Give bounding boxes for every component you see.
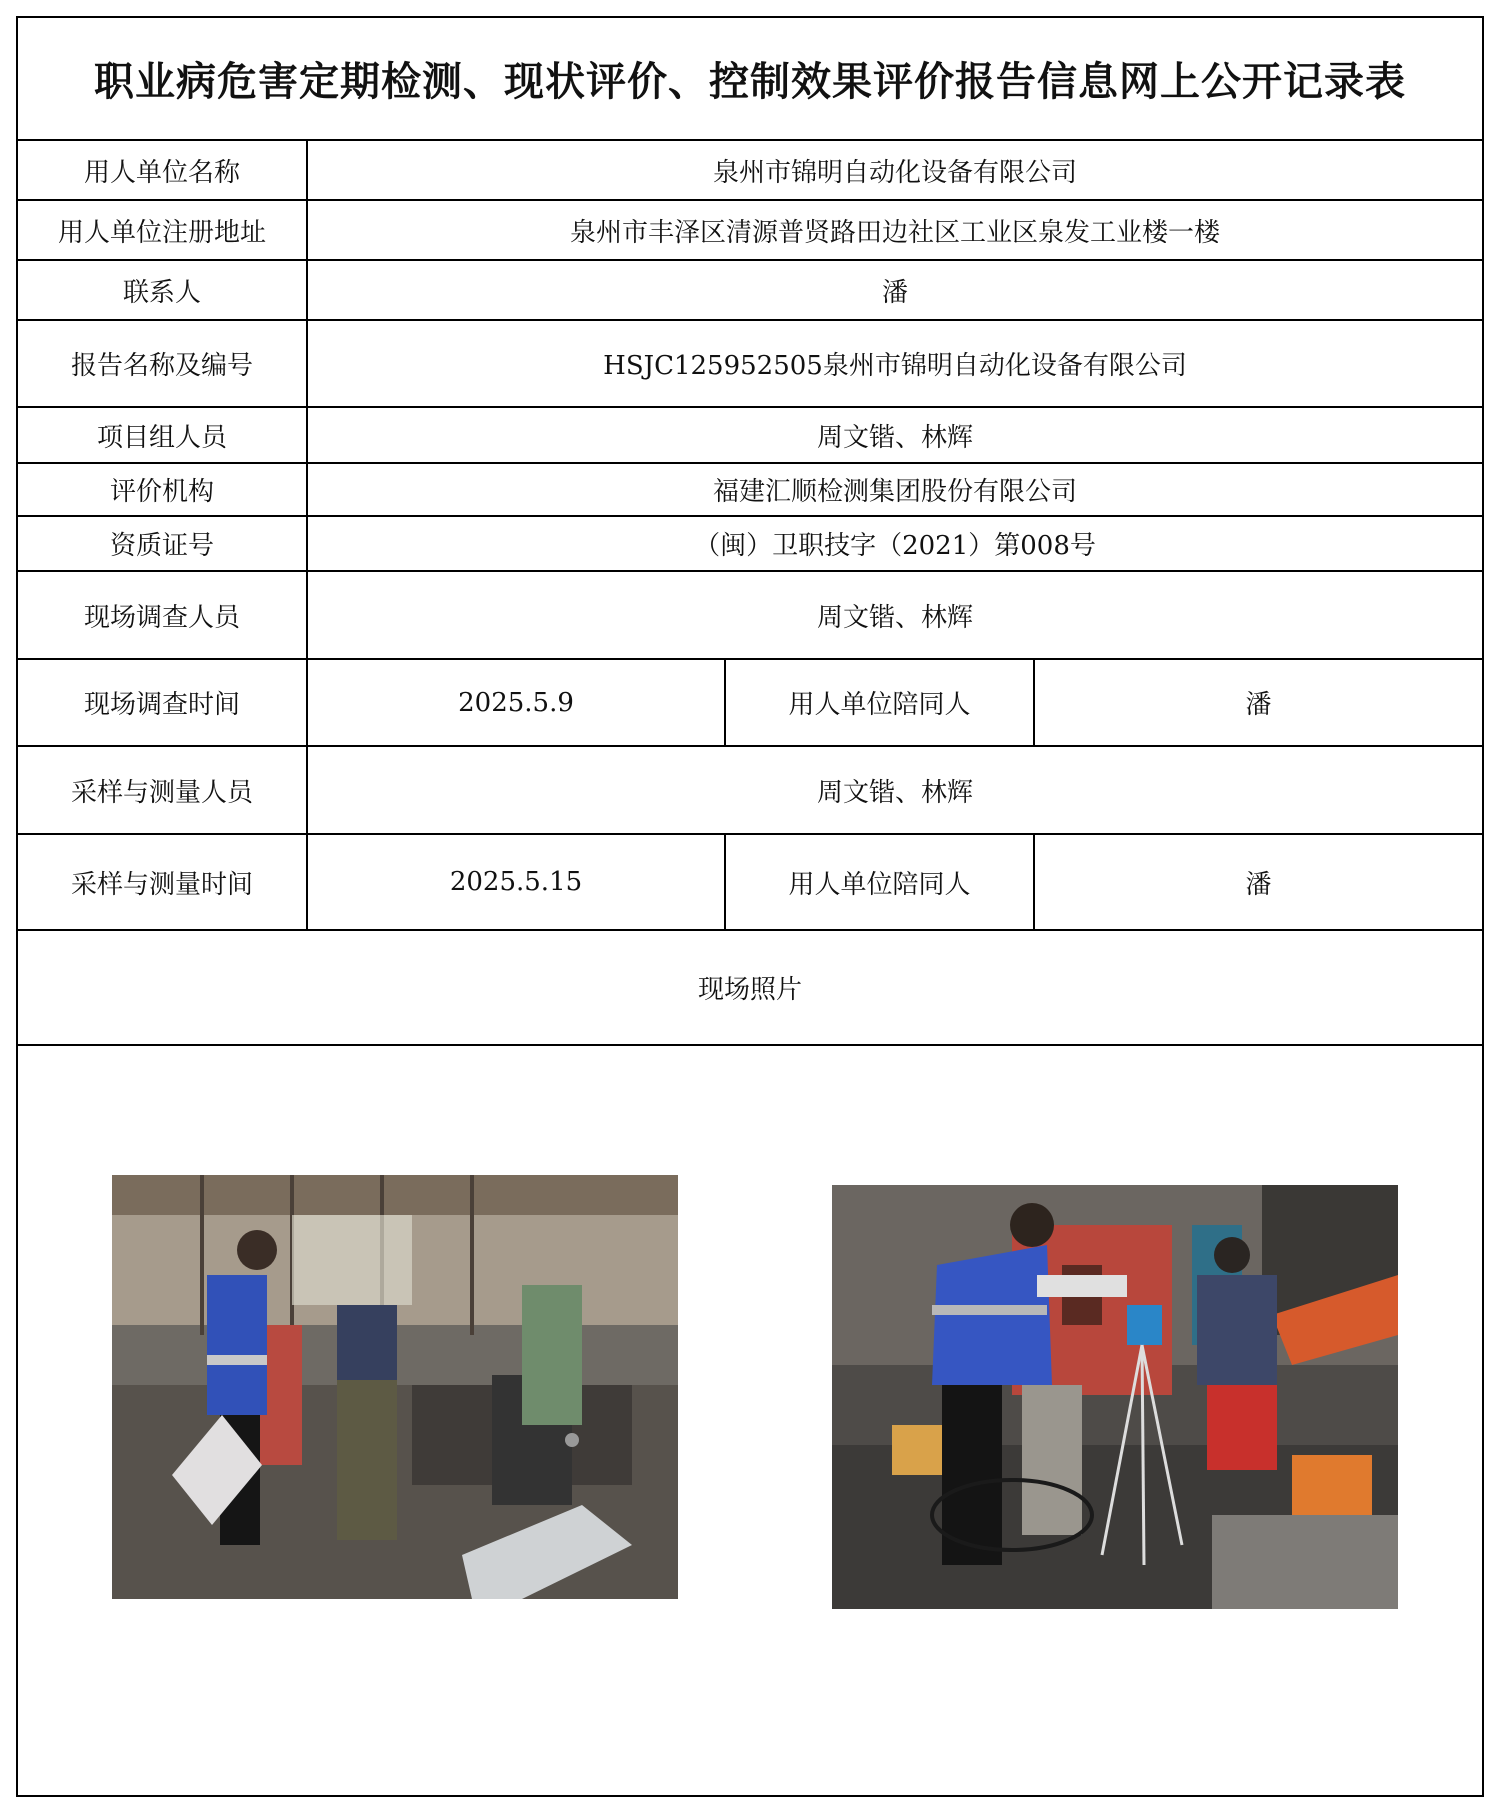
certificate-label: 资质证号 — [109, 531, 214, 561]
page-title: 职业病危害定期检测、现状评价、控制效果评价报告信息网上公开记录表 — [94, 59, 1406, 105]
survey-companion-label: 用人单位陪同人 — [788, 690, 971, 720]
report-label: 报告名称及编号 — [70, 351, 253, 381]
sampling-companion-value: 潘 — [1245, 869, 1272, 900]
employer-address-value: 泉州市丰泽区清源普贤路田边社区工业区泉发工业楼一楼 — [569, 217, 1220, 248]
site-photo-survey — [112, 1175, 678, 1599]
sampling-companion-label: 用人单位陪同人 — [788, 869, 971, 900]
survey-companion-value: 潘 — [1245, 690, 1272, 720]
survey-staff-value: 周文锴、林辉 — [816, 602, 973, 633]
agency-value: 福建汇顺检测集团股份有限公司 — [712, 477, 1077, 507]
contact-value: 潘 — [881, 277, 908, 308]
certificate-value: （闽）卫职技字（2021）第008号 — [694, 531, 1096, 561]
site-photo-sampling — [832, 1185, 1398, 1609]
sampling-time-label: 采样与测量时间 — [70, 869, 253, 900]
agency-label: 评价机构 — [109, 477, 214, 507]
report-value: HSJC125952505泉州市锦明自动化设备有限公司 — [603, 351, 1187, 381]
employer-address-label: 用人单位注册地址 — [57, 217, 266, 248]
sampling-time-value: 2025.5.15 — [449, 867, 583, 897]
survey-time-value: 2025.5.9 — [458, 687, 574, 718]
project-team-label: 项目组人员 — [96, 422, 227, 453]
divider — [16, 1044, 1484, 1046]
project-team-value: 周文锴、林辉 — [816, 422, 973, 453]
employer-name-label: 用人单位名称 — [83, 157, 240, 188]
sampling-staff-label: 采样与测量人员 — [70, 777, 253, 808]
site-photos-label: 现场照片 — [697, 975, 802, 1005]
survey-time-label: 现场调查时间 — [83, 690, 240, 720]
sampling-staff-value: 周文锴、林辉 — [816, 777, 973, 808]
contact-label: 联系人 — [122, 277, 201, 308]
employer-name-value: 泉州市锦明自动化设备有限公司 — [712, 157, 1077, 188]
survey-staff-label: 现场调查人员 — [83, 602, 240, 633]
